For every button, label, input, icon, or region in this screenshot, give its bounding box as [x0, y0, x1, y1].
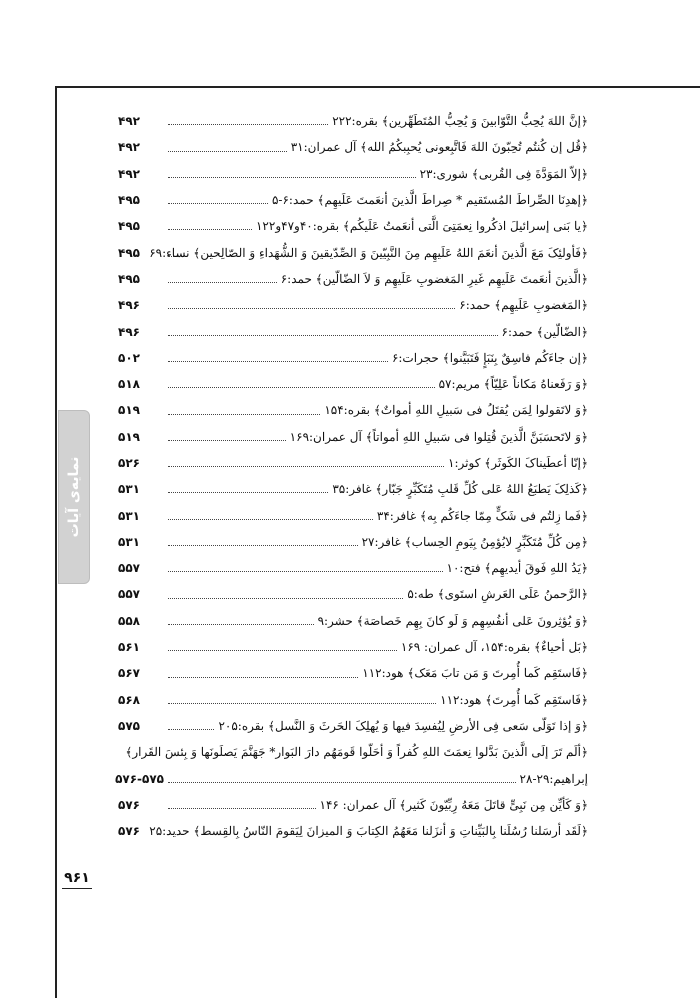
- dot-leader: [168, 721, 214, 730]
- dot-leader: [168, 642, 397, 651]
- dot-leader: [168, 774, 516, 783]
- index-row: [118, 134, 588, 160]
- page-reference: ۴۹۵: [118, 193, 140, 208]
- verse-entry: ﴿یَدُ اللهِ فَوقَ أیدیهِم﴾ فتح:۱۰: [446, 561, 588, 576]
- verse-entry: ﴿فَاستَقِم کَما أُمِرتَ وَ مَن تابَ مَعَک﴾ هود:۱۱۲: [362, 666, 588, 681]
- page-reference: ۵۵۸: [118, 613, 140, 628]
- index-row: [118, 450, 588, 476]
- verse-entry: ﴿یا بَنی إسرائیلَ اذکُروا نِعمَتِیَ الَّتی أنعَمتُ عَلَیکُم﴾ بقره:۴۰و۴۷و۱۲۲: [255, 219, 588, 234]
- dot-leader: [168, 116, 328, 125]
- section-side-tab: [58, 410, 90, 584]
- page-reference: ۴۹۲: [118, 140, 140, 155]
- index-row: [118, 424, 588, 450]
- verse-entry: ﴿وَ رَفَعناهُ مَکاناً عَلِیّاً﴾ مریم:۵۷: [438, 377, 588, 392]
- dot-leader: [168, 353, 388, 362]
- verse-entry: ﴿فَأولئِکَ مَعَ الَّذینَ أنعَمَ اللهُ عَلَیهِم مِنَ النَّبِیّینَ وَ الصِّدّیقینَ وَ الشُّهَداءِ وَ الصّالِحین﴾ نساء:۶۹: [149, 245, 588, 260]
- index-row: [118, 108, 588, 134]
- page-reference: ۵۷۶-۵۷۵: [115, 771, 164, 786]
- dot-leader: [168, 300, 455, 309]
- dot-leader: [168, 563, 443, 572]
- verse-entry: ﴿قُل إن کُنتُم تُحِبّونَ اللهَ فَاتَّبِعونی یُحبِبکُمُ الله﴾ آل عمران:۳۱: [290, 140, 588, 155]
- verse-entry: ﴿إهدِنَا الصِّراطَ المُستَقیم * صِراطَ الَّذینَ أنعَمتَ عَلَیهِم﴾ حمد:۶-۵: [271, 193, 588, 208]
- dot-leader: [168, 800, 316, 809]
- verse-entry: ﴿بَل أحیاءٌ﴾ بقره:۱۵۴، آل عمران: ۱۶۹: [400, 640, 588, 655]
- dot-leader: [168, 484, 328, 493]
- dot-leader: [168, 511, 373, 520]
- index-row: [118, 371, 588, 397]
- page-reference: ۵۱۸: [118, 377, 140, 392]
- page-number: ۹۶۱: [62, 870, 92, 889]
- index-row: [118, 318, 588, 344]
- page-reference: ۵۶۸: [118, 692, 140, 707]
- index-row: [118, 213, 588, 239]
- verse-index-list: [115, 108, 588, 844]
- verse-entry: ﴿المَغضوبِ عَلَیهِم﴾ حمد:۶: [459, 298, 588, 313]
- page-reference: ۵۳۱: [118, 534, 140, 549]
- index-row: [118, 713, 588, 739]
- page-reference: ۴۹۵: [118, 245, 140, 260]
- verse-entry: ﴿وَ إذا تَوَلّی سَعی فِی الأرضِ لِیُفسِدَ فیها وَ یُهلِکَ الحَرثَ وَ النَّسل﴾ بقره:۲۰۵: [218, 718, 588, 733]
- page-reference: ۵۵۷: [118, 587, 140, 602]
- dot-leader: [168, 669, 358, 678]
- verse-entry: إبراهیم:۲۹-۲۸: [519, 771, 588, 786]
- index-row: [118, 687, 588, 713]
- index-row: [118, 476, 588, 502]
- page-reference: ۴۹۶: [118, 298, 140, 313]
- page-reference: ۵۶۱: [118, 640, 140, 655]
- dot-leader: [168, 195, 268, 204]
- page-reference: ۵۱۹: [118, 403, 140, 418]
- index-row: [118, 634, 588, 660]
- dot-leader: [168, 379, 435, 388]
- page-reference: ۵۳۱: [118, 508, 140, 523]
- dot-leader: [168, 432, 286, 441]
- verse-entry: ﴿الَّذینَ أنعَمتَ عَلَیهِم غَیرِ المَغضوبِ عَلَیهِم وَ لاَ الضّالّین﴾ حمد:۶: [280, 271, 588, 286]
- verse-entry: ﴿إن جاءَکُم فاسِقٌ بِنَبَإٍ فَتَبَیَّنوا﴾ حجرات:۶: [391, 350, 588, 365]
- index-row: [118, 818, 588, 844]
- verse-entry: ﴿فَاستَقِم کَما أُمِرتَ﴾ هود:۱۱۲: [440, 692, 588, 707]
- dot-leader: [168, 537, 358, 546]
- page-reference: ۵۷۵: [118, 718, 140, 733]
- index-row: [118, 266, 588, 292]
- page-reference: ۴۹۶: [118, 324, 140, 339]
- dot-leader: [168, 458, 444, 467]
- page-reference: ۴۹۲: [118, 166, 140, 181]
- verse-entry: ﴿مِن کُلِّ مُتَکَبِّرٍ لایُؤمِنُ بِیَومِ الحِساب﴾ غافر:۲۷: [361, 534, 588, 549]
- index-row: [118, 792, 588, 818]
- verse-entry: ﴿ألَم تَرَ إلَی الَّذینَ بَدَّلوا نِعمَتَ اللهِ کُفراً وَ أحَلّوا قَومَهُم دارَ البَوار* جَهَنَّمَ یَصلَونَها وَ بِئسَ القَرار﴾: [125, 745, 588, 760]
- index-row: [118, 529, 588, 555]
- page-reference: ۵۶۷: [118, 666, 140, 681]
- page-frame-left: [55, 86, 57, 998]
- index-row: [118, 502, 588, 528]
- verse-entry: ﴿إنّا أعطَیناکَ الکَوثَر﴾ کوثر:۱: [448, 456, 588, 470]
- page-reference: ۴۹۲: [118, 114, 140, 129]
- dot-leader: [168, 327, 498, 336]
- index-row: [118, 239, 588, 265]
- page-reference: ۵۱۹: [118, 429, 140, 444]
- index-row: [118, 161, 588, 187]
- verse-entry: ﴿وَ یُؤثِرونَ عَلی أنفُسِهِم وَ لَو کانَ بِهِم خَصاصَة﴾ حشر:۹: [317, 613, 588, 628]
- verse-entry: ﴿وَ لاتَقولوا لِمَن یُقتَلُ فی سَبیلِ اللهِ أمواتٌ﴾ بقره:۱۵۴: [324, 403, 588, 418]
- dot-leader: [168, 274, 277, 283]
- verse-entry: ﴿وَ کَأیِّن مِن نَبِیٍّ قاتَلَ مَعَهُ رِبِّیّونَ کَثیر﴾ آل عمران: ۱۴۶: [319, 797, 588, 812]
- section-side-tab-label: نمایه‌ی آیات: [66, 456, 82, 538]
- index-row: [118, 345, 588, 371]
- verse-entry: ﴿لَقَد أرسَلنا رُسُلَنا بِالبَیِّناتِ وَ أنزَلنا مَعَهُمُ الکِتابَ وَ المیزانَ لِیَقومَ النّاسُ بِالقِسط﴾ حدید:۲۵: [149, 824, 588, 839]
- index-row: [118, 555, 588, 581]
- index-row: [118, 397, 588, 423]
- page-reference: ۵۵۷: [118, 561, 140, 576]
- verse-entry: ﴿الرَّحمنُ عَلَی العَرشِ استَوی﴾ طه:۵: [407, 587, 588, 602]
- dot-leader: [168, 169, 416, 178]
- page-reference: ۵۳۱: [118, 482, 140, 497]
- verse-entry: ﴿إلاّ المَوَدَّةَ فِی القُربی﴾ شوری:۲۳: [419, 166, 588, 181]
- page-reference: ۵۰۲: [118, 350, 140, 365]
- index-row: [115, 765, 588, 791]
- index-row: [118, 739, 588, 765]
- page-reference: ۴۹۵: [118, 271, 140, 286]
- dot-leader: [168, 616, 314, 625]
- verse-entry: ﴿وَ لاتَحسَبَنَّ الَّذینَ قُتِلوا فی سَبیلِ اللهِ أمواتاً﴾ آل عمران:۱۶۹: [289, 429, 588, 444]
- dot-leader: [168, 695, 436, 704]
- index-row: [118, 292, 588, 318]
- verse-entry: ﴿فَما زِلتُم فی شَکٍّ مِمّا جاءَکُم بِه﴾ غافر:۳۴: [376, 508, 588, 523]
- verse-entry: ﴿إنَّ اللهَ یُحِبُّ التَّوّابینَ وَ یُحِبُّ المُتَطَهِّرین﴾ بقره:۲۲۲: [332, 114, 588, 129]
- dot-leader: [168, 406, 320, 415]
- page-reference: ۵۷۶: [118, 824, 140, 839]
- dot-leader: [168, 221, 252, 230]
- index-row: [118, 187, 588, 213]
- index-row: [118, 608, 588, 634]
- index-row: [118, 660, 588, 686]
- dot-leader: [168, 143, 287, 152]
- page-reference: ۵۷۶: [118, 797, 140, 812]
- page-reference: ۵۲۶: [118, 456, 140, 470]
- index-row: [118, 581, 588, 607]
- verse-entry: ﴿الضّالّین﴾ حمد:۶: [501, 324, 588, 339]
- page-reference: ۴۹۵: [118, 219, 140, 234]
- page-frame-top: [55, 86, 700, 88]
- dot-leader: [168, 590, 403, 599]
- verse-entry: ﴿کَذلِکَ یَطبَعُ اللهُ عَلی کُلِّ قَلبِ مُتَکَبِّرٍ جَبّار﴾ غافر:۳۵: [332, 482, 588, 497]
